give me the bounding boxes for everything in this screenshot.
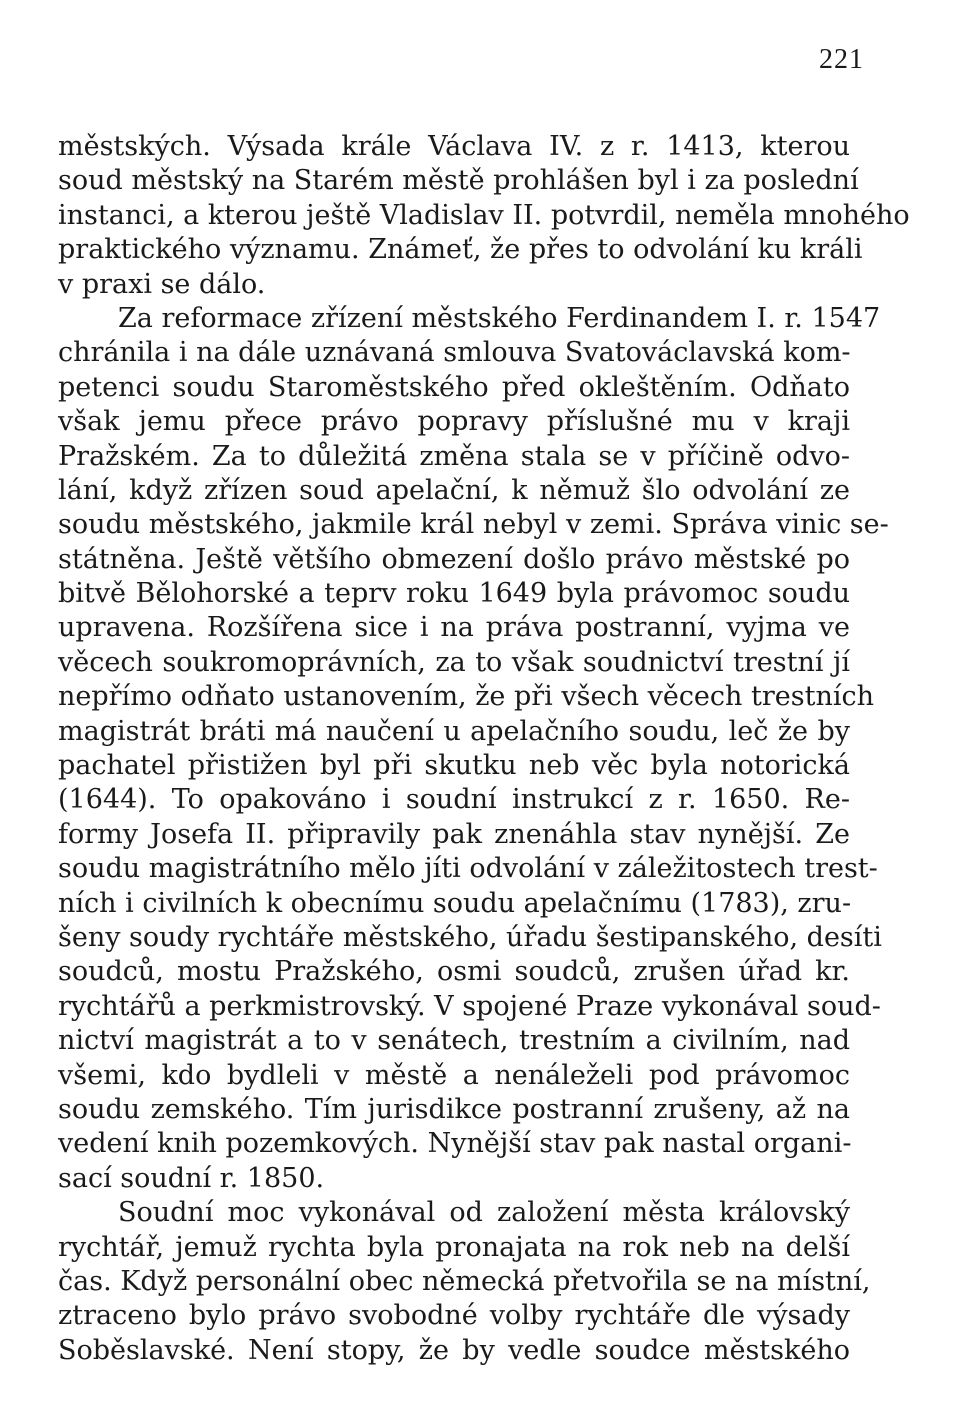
body-text <box>58 130 910 1368</box>
text-line: chránila i na dále uznávaná smlouva Svatováclavská kom- <box>58 337 851 369</box>
text-line: soud městský na Starém městě prohlášen byl i za poslední <box>58 165 859 197</box>
text-line: však jemu přece právo popravy příslušné mu v kraji <box>58 406 850 438</box>
text-line: petenci soudu Staroměstského před okleštěním. Odňato <box>58 371 850 403</box>
text-line: šeny soudy rychtáře městského, úřadu šestipanského, desíti <box>58 921 882 953</box>
text-line: Pražském. Za to důležitá změna stala se v příčině odvo- <box>58 440 850 472</box>
text-line: rychtářů a perkmistrovský. V spojené Praze vykonával soud- <box>58 990 881 1022</box>
text-line: bitvě Bělohorské a teprv roku 1649 byla právomoc soudu <box>58 578 850 610</box>
text-line: praktického významu. Známeť, že přes to odvolání ku králi <box>58 234 863 266</box>
text-line: soudu magistrátního mělo jíti odvolání v záležitostech trest- <box>58 853 878 885</box>
text-line: soudu zemského. Tím jurisdikce postranní zrušeny, až na <box>58 1093 850 1125</box>
text-line: sací soudní r. 1850. <box>58 1162 325 1194</box>
text-line: ztraceno bylo právo svobodné volby rychtáře dle výsady <box>58 1300 850 1332</box>
text-line: lání, když zřízen soud apelační, k němuž šlo odvolání ze <box>58 474 850 506</box>
text-line: soudců, mostu Pražského, osmi soudců, zrušen úřad kr. <box>58 956 850 988</box>
text-line: instanci, a kterou ještě Vladislav II. potvrdil, neměla mnohého <box>58 199 910 231</box>
text-line: Za reformace zřízení městského Ferdinandem I. r. 1547 <box>118 302 881 334</box>
text-line: nepřímo odňato ustanovením, že při všech věcech trestních <box>58 681 874 713</box>
text-line: státněna. Ještě většího obmezení došlo právo městské po <box>58 543 850 575</box>
text-line: upravena. Rozšířena sice i na práva postranní, vyjma ve <box>58 612 850 644</box>
text-line: Soběslavské. Není stopy, že by vedle soudce městského <box>58 1334 850 1366</box>
text-line: ních i civilních k obecnímu soudu apelačnímu (1783), zru- <box>58 887 852 919</box>
text-line: vedení knih pozemkových. Nynější stav pak nastal organi- <box>58 1128 852 1160</box>
text-line: věcech soukromoprávních, za to však soudnictví trestní jí <box>58 646 850 678</box>
text-line: městských. Výsada krále Václava IV. z r. 1413, kterou <box>58 131 850 162</box>
text-line: všemi, kdo bydleli v městě a nenáleželi pod právomoc <box>58 1059 850 1091</box>
text-line: Soudní moc vykonával od založení města královský <box>118 1197 850 1229</box>
text-line: nictví magistrát a to v senátech, trestním a civilním, nad <box>58 1025 850 1057</box>
text-line: pachatel přistižen byl při skutku neb věc byla notorická <box>58 750 850 782</box>
text-line: soudu městského, jakmile král nebyl v zemi. Správa vinic se- <box>58 509 889 541</box>
text-line: rychtář, jemuž rychta byla pronajata na rok neb na delší <box>58 1231 850 1263</box>
text-line: formy Josefa II. připravily pak znenáhla stav nynější. Ze <box>58 818 850 850</box>
text-line: v praxi se dálo. <box>58 268 266 300</box>
page-number: 221 <box>819 44 864 75</box>
text-line: čas. Když personální obec německá přetvořila se na místní, <box>58 1265 871 1297</box>
text-line: magistrát bráti má naučení u apelačního soudu, leč že by <box>58 715 850 747</box>
text-line: (1644). To opakováno i soudní instrukcí z r. 1650. Re- <box>58 784 850 816</box>
